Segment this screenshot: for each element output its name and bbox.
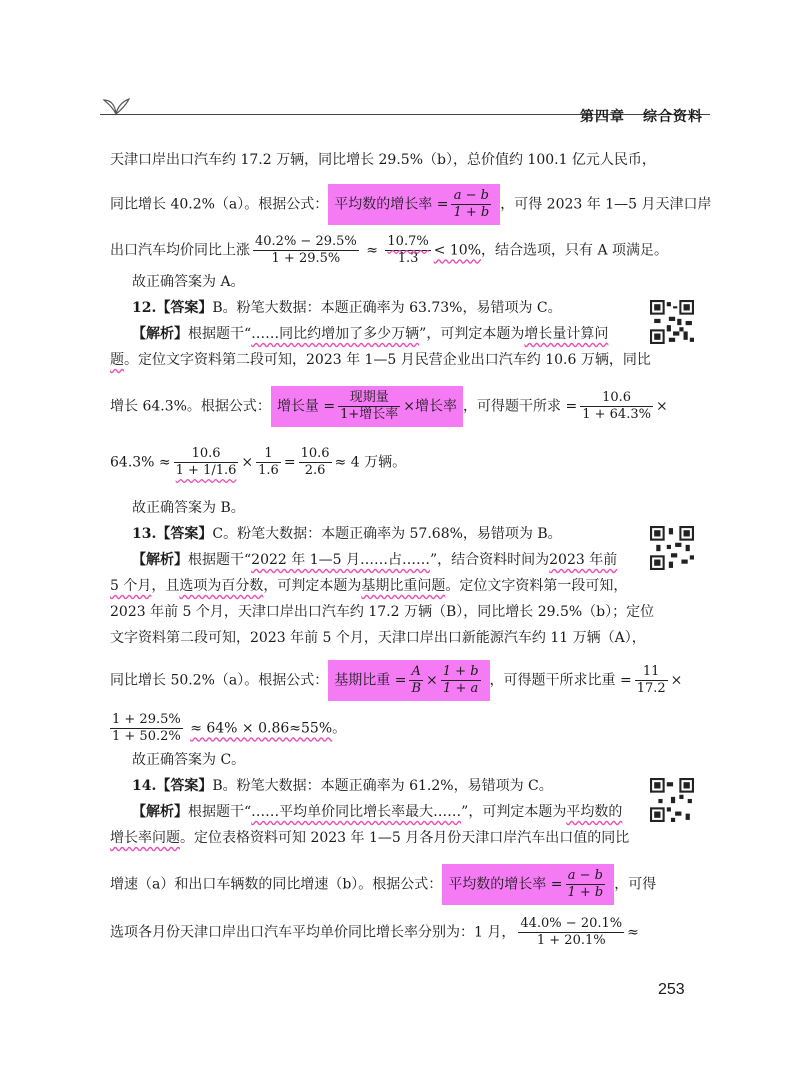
text-line: 64.3% ≈ $\frac{10.6}{1 + 1/1.6}$ × $\frac{1}{1.6}$ = $\frac{10.6}{2.6}$ ≈ 4 万辆。 xyxy=(110,446,407,478)
denominator: 17.2 xyxy=(636,681,666,696)
denominator: 1 + 20.1% xyxy=(536,933,606,948)
analysis-label: 【解析】 xyxy=(132,326,188,342)
text-span: ，且 xyxy=(151,578,180,594)
text-line: 天津口岸出口汽车约 17.2 万辆，同比增长 29.5%（b），总价值约 100.1 亿元人民币， xyxy=(110,152,656,168)
denominator: 1+增长率 xyxy=(340,407,399,422)
text-span: 出口汽车均价同比上涨 xyxy=(110,242,250,259)
text-line xyxy=(110,576,627,596)
fraction xyxy=(409,664,423,697)
text-line xyxy=(110,350,651,370)
denominator: 1.3 xyxy=(397,251,419,266)
text-span: ”，可判定本题为 xyxy=(419,326,525,342)
text-span: 平均数的 xyxy=(566,804,623,820)
page-number: 253 xyxy=(658,981,685,998)
text-span: ≈ 4 万辆。 xyxy=(334,454,407,471)
leaf-icon xyxy=(102,96,130,116)
text-span: 5 个月 xyxy=(110,578,152,594)
fraction xyxy=(253,234,359,267)
q12-answer-line xyxy=(132,298,562,318)
text-line: 文字资料第二段可知，2023 年前 5 个月，天津口岸出口新能源汽车约 11 万辆（A）， xyxy=(110,630,646,646)
text-line xyxy=(110,828,629,848)
analysis-label: 【解析】 xyxy=(132,804,188,820)
q13-answer-line xyxy=(132,524,562,544)
chapter-header xyxy=(580,106,703,126)
denominator: 1 + 29.5% xyxy=(271,251,341,266)
denominator: 1 + b xyxy=(453,205,490,220)
text-span: B。粉笔大数据：本题正确率为 61.2%，易错项为 C。 xyxy=(212,778,553,794)
formula-tail: ×增长率 xyxy=(403,398,458,415)
formula-growth-amount xyxy=(271,386,463,427)
text-line xyxy=(132,324,608,344)
fraction xyxy=(110,712,183,745)
text-span: ”，可判定本题为 xyxy=(461,804,567,820)
qr-code-icon xyxy=(650,526,694,570)
text-span: 同比增长 50.2%（a）。根据公式： xyxy=(110,672,329,689)
text-span: 。 xyxy=(332,720,347,737)
numerator: 10.6 xyxy=(174,446,239,463)
text-line: 增长 64.3%。根据公式： 增长量 = $\frac{\text{现期量}}{\text{1+增长率}}$ ×增长率 ，可得题干所求 = $\frac{10.6}{1 + 64.3\%}$ × xyxy=(110,386,668,427)
text-span: ”，结合资料时间为 xyxy=(429,552,550,568)
text-line: 同比增长 50.2%（a）。根据公式： 基期比重 = $\frac{A}{B}$ × $\frac{1 + b}{1 + a}$ ，可得题干所求比重 = $\frac{11}{17.2}$ × xyxy=(110,660,682,701)
chapter-title: 综合资料 xyxy=(643,109,703,125)
fraction xyxy=(174,446,239,479)
text-span: ……平均单价同比增长率最大…… xyxy=(251,804,462,820)
numerator: 1 + b xyxy=(442,664,479,679)
text-span: 增速（a）和出口车辆数的同比增速（b）。根据公式： xyxy=(110,876,443,893)
text-span: ≈ 64% × 0.86≈55% xyxy=(190,720,333,737)
denominator: 1 + b xyxy=(567,885,604,900)
answer-label: 13.【答案】 xyxy=(132,526,213,542)
fraction xyxy=(451,188,491,221)
text-span: 2023 年前 xyxy=(549,552,618,568)
text-span: 2022 年 1—5 月……占…… xyxy=(251,552,430,568)
text-span: 题 xyxy=(110,352,124,368)
formula-label: 平均数的增长率 = xyxy=(334,196,449,213)
text-span: ，结合选项，只有 A 项满足。 xyxy=(481,242,669,259)
numerator: a − b xyxy=(567,868,603,883)
formula-label: 平均数的增长率 = xyxy=(448,876,563,893)
denominator: 1 + 64.3% xyxy=(582,407,651,422)
formula-label: 增长量 = xyxy=(276,398,336,415)
fraction xyxy=(635,664,668,697)
fraction xyxy=(299,446,332,479)
text-span: ，可得题干所求比重 = xyxy=(489,672,632,689)
text-line xyxy=(110,712,346,745)
text-span: 同比增长 40.2%（a）。根据公式： xyxy=(110,196,329,213)
numerator: 11 xyxy=(635,664,668,681)
text-span: 选项为百分数 xyxy=(179,578,264,594)
numerator: 10.6 xyxy=(300,446,330,461)
qr-code-icon xyxy=(650,778,694,822)
fraction xyxy=(580,390,653,423)
text-line: 故正确答案为 B。 xyxy=(132,500,245,516)
text-span: ，可判定本题为 xyxy=(263,578,362,594)
qr-code-icon xyxy=(650,300,694,344)
denominator: 1 + a xyxy=(443,681,479,696)
text-span: ≈ xyxy=(627,924,639,941)
numerator: 40.2% − 29.5% xyxy=(255,234,357,249)
text-line xyxy=(110,864,656,905)
fraction xyxy=(256,446,281,479)
fraction xyxy=(441,664,481,697)
numerator: 现期量 xyxy=(338,390,400,407)
text-line: 故正确答案为 A。 xyxy=(132,274,245,290)
text-span: 64.3% ≈ xyxy=(110,454,171,471)
text-span: ，可得题干所求 = xyxy=(463,398,578,415)
numerator: A xyxy=(411,664,421,679)
numerator: 44.0% − 20.1% xyxy=(520,916,623,931)
numerator: 1 xyxy=(256,446,281,463)
text-line xyxy=(132,550,617,570)
formula-label: 基期比重 = xyxy=(334,672,407,689)
text-line: 2023 年前 5 个月，天津口岸出口汽车约 17.2 万辆（B），同比增长 29.5%（b）；定位 xyxy=(110,604,655,620)
text-span: 。定位文字资料第一段可知， xyxy=(445,578,628,594)
denominator: 1.6 xyxy=(258,463,279,478)
text-line xyxy=(132,802,622,822)
text-span: 根据题干“ xyxy=(188,552,252,568)
text-span: ，可得 xyxy=(614,876,657,893)
text-span: 增长量计算问 xyxy=(524,326,609,342)
numerator: 1 + 29.5% xyxy=(112,712,181,727)
text-span: ……同比约增加了多少万辆 xyxy=(251,326,420,342)
answer-label: 14.【答案】 xyxy=(132,778,213,794)
text-line: 出口汽车均价同比上涨 $\frac{40.2\% - 29.5\%}{1 + 29.5\%}$ ≈ $\frac{10.7\%}{1.3}$ < 10%，结合选项，只有 A 项满足。 xyxy=(110,234,669,266)
text-line xyxy=(110,916,639,949)
formula-avg-growth xyxy=(442,864,614,905)
formula-avg-growth xyxy=(328,184,500,225)
answer-label: 12.【答案】 xyxy=(132,300,213,316)
denominator: B xyxy=(411,681,422,696)
formula-base-share: 基期比重 = $\frac{A}{B}$ × $\frac{1 + b}{1 + a}$ xyxy=(328,660,489,701)
q14-answer-line xyxy=(132,776,553,796)
fraction xyxy=(566,868,606,901)
text-span: 增长 64.3%。根据公式： xyxy=(110,398,271,415)
text-span: 。定位表格资料可知 2023 年 1—5 月各月份天津口岸汽车出口值的同比 xyxy=(180,830,630,846)
fraction xyxy=(518,916,624,949)
text-span: 根据题干“ xyxy=(188,804,252,820)
text-line xyxy=(110,184,711,225)
text-span: 基期比重问题 xyxy=(361,578,446,594)
text-span: ，可得 2023 年 1—5 月天津口岸 xyxy=(500,196,712,213)
fraction xyxy=(385,234,430,267)
text-line: 故正确答案为 C。 xyxy=(132,752,246,768)
chapter-number: 第四章 xyxy=(580,109,625,125)
text-span: 根据题干“ xyxy=(188,326,252,342)
denominator: 1 + 50.2% xyxy=(112,729,181,744)
text-span: 。定位文字资料第二段可知，2023 年 1—5 月民营企业出口汽车约 10.6 万辆，同比 xyxy=(124,352,651,368)
text-span: < 10% xyxy=(433,242,482,259)
numerator: 10.7% xyxy=(387,234,429,249)
fraction xyxy=(338,390,400,423)
text-span: B。粉笔大数据：本题正确率为 63.73%，易错项为 C。 xyxy=(212,300,562,316)
numerator: 10.6 xyxy=(580,390,653,407)
denominator: 1 + 1/1.6 xyxy=(175,463,237,478)
text-span: 选项各月份天津口岸出口汽车平均单价同比增长率分别为：1 月， xyxy=(110,924,516,941)
text-span: C。粉笔大数据：本题正确率为 57.68%，易错项为 B。 xyxy=(212,526,562,542)
numerator: a − b xyxy=(453,188,489,203)
analysis-label: 【解析】 xyxy=(132,552,188,568)
text-span: 增长率问题 xyxy=(110,830,180,846)
denominator: 2.6 xyxy=(304,463,326,478)
